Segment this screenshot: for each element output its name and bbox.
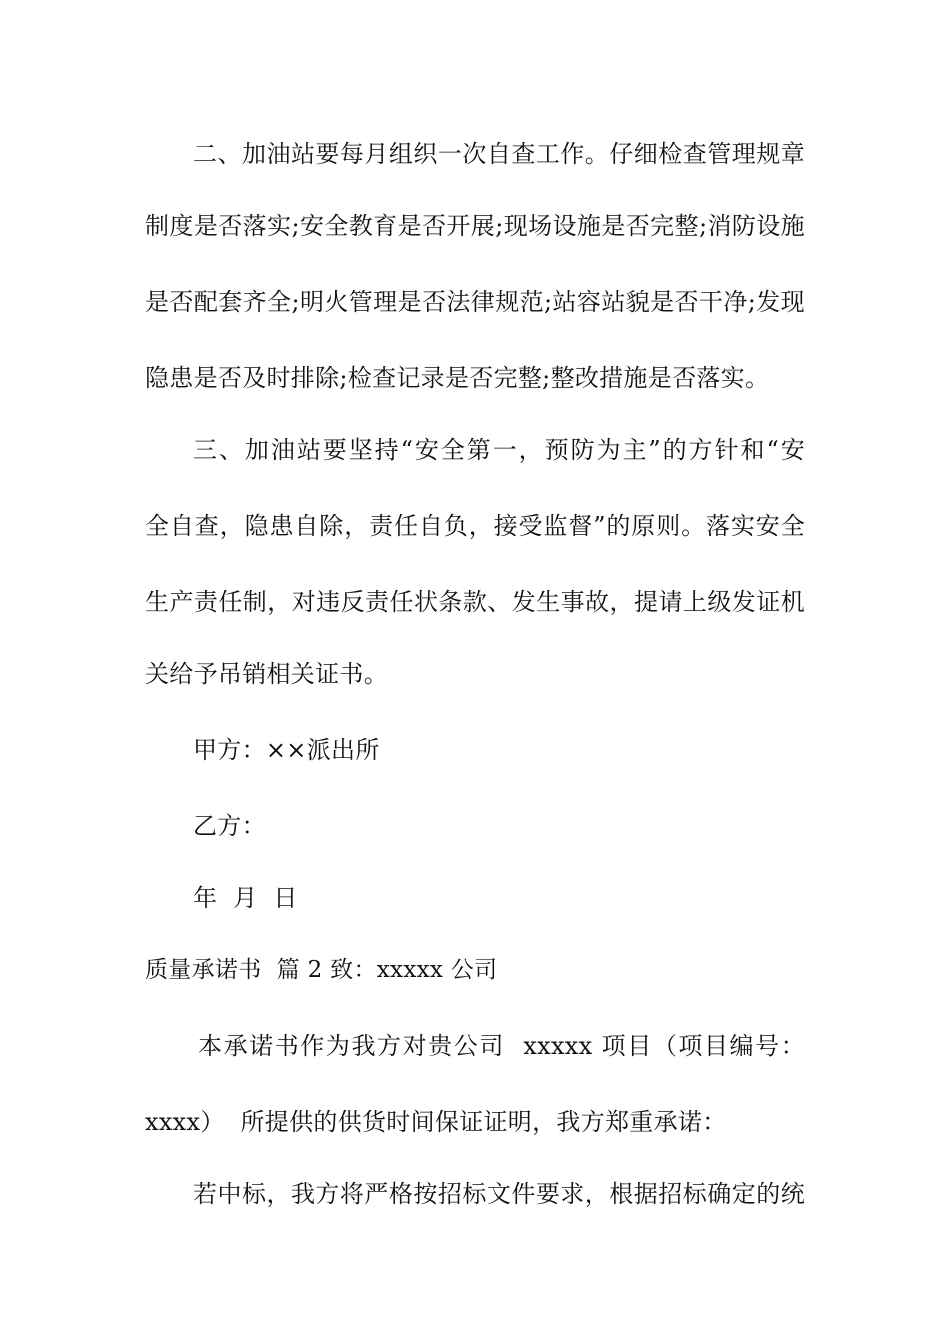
- section-heading: 质量承诺书 篇 2 致：xxxxx 公司: [145, 957, 498, 983]
- party-b: 乙方：: [193, 812, 266, 840]
- signature-date: 年 月 日: [193, 884, 298, 912]
- paragraph-2-line-1: 二、加油站要每月组织一次自查工作。仔细检查管理规章: [193, 140, 805, 168]
- paragraph-3-line-4: 关给予吊销相关证书。: [145, 660, 388, 688]
- commitment-line-1: 本承诺书作为我方对贵公司 xxxxx 项目（项目编号：: [198, 1032, 805, 1060]
- commitment-line-3: 若中标，我方将严格按招标文件要求，根据招标确定的统: [193, 1180, 805, 1208]
- commitment-line-2: xxxx） 所提供的供货时间保证证明，我方郑重承诺：: [145, 1108, 727, 1136]
- paragraph-2-line-4: 隐患是否及时排除;检查记录是否完整;整改措施是否落实。: [145, 364, 770, 392]
- party-a: 甲方：××派出所: [193, 736, 380, 764]
- paragraph-3-line-1: 三、加油站要坚持“安全第一，预防为主”的方针和“安: [193, 436, 805, 464]
- paragraph-2-line-3: 是否配套齐全;明火管理是否法律规范;站容站貌是否干净;发现: [145, 288, 805, 316]
- paragraph-3-line-3: 生产责任制，对违反责任状条款、发生事故，提请上级发证机: [145, 588, 805, 616]
- paragraph-3-line-2: 全自查，隐患自除，责任自负，接受监督”的原则。落实安全: [145, 512, 805, 540]
- paragraph-2-line-2: 制度是否落实;安全教育是否开展;现场设施是否完整;消防设施: [145, 212, 805, 240]
